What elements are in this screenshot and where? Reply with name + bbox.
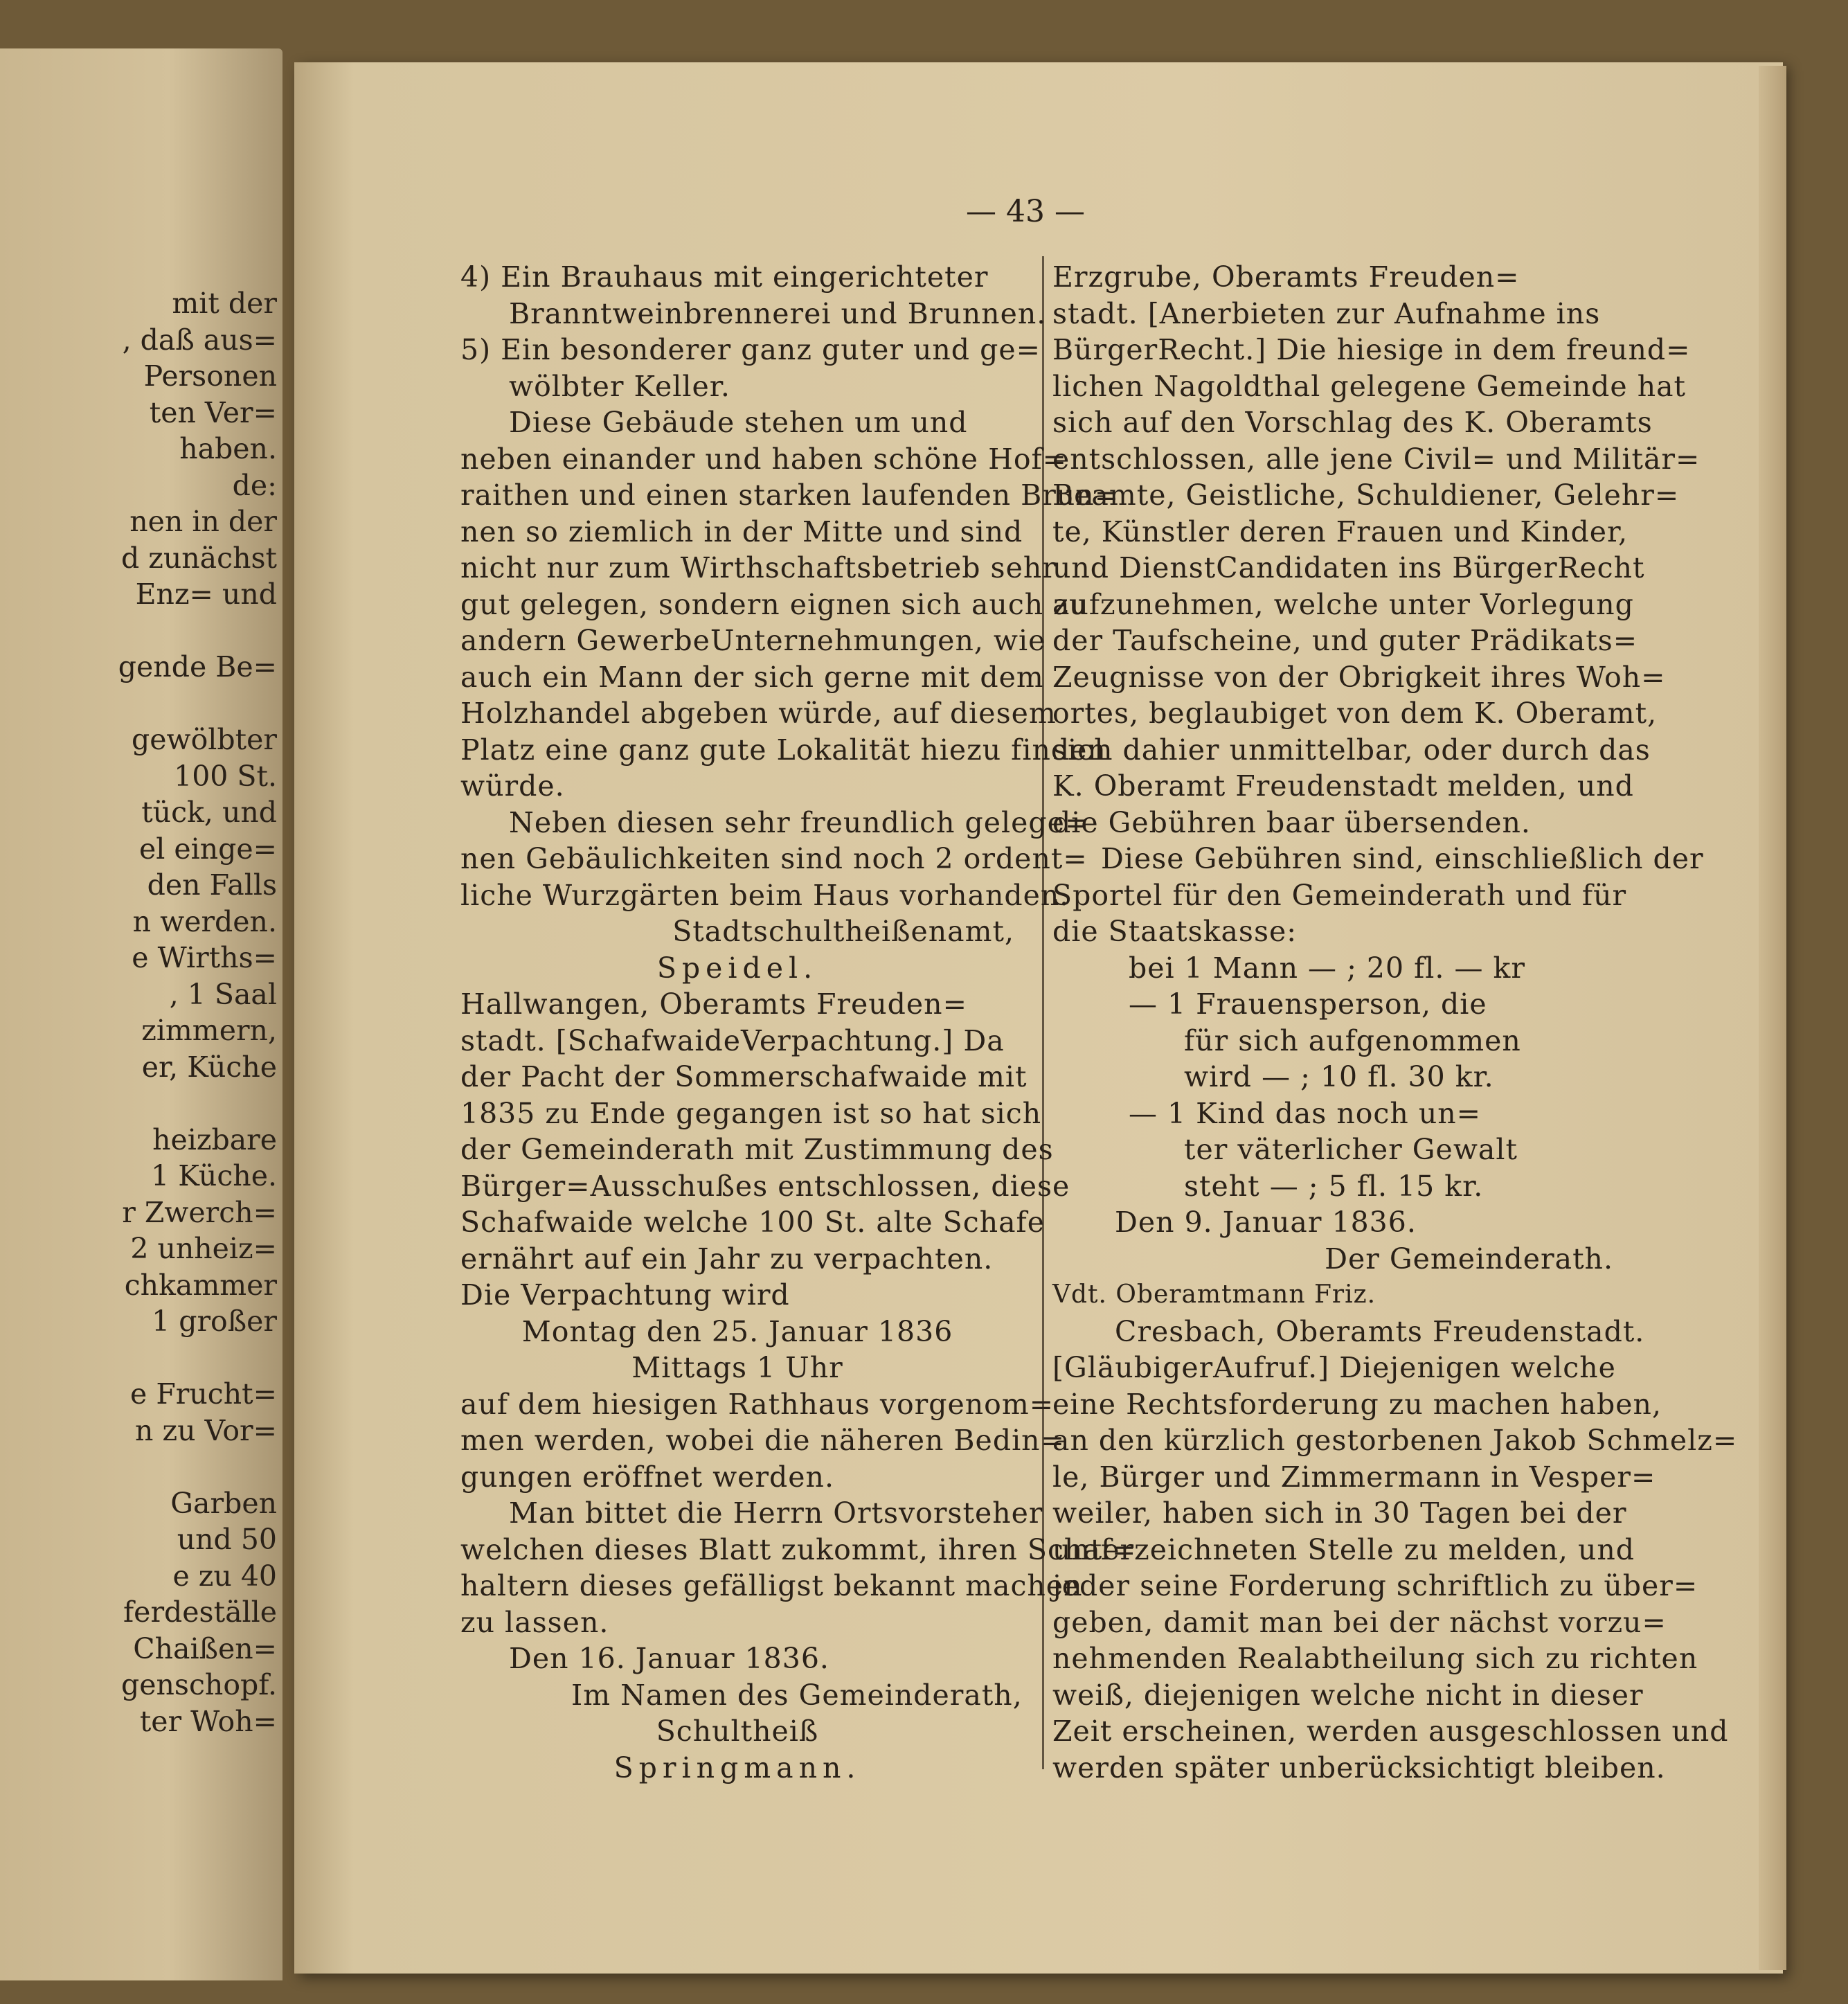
text-line: Erzgrube, Oberamts Freuden= xyxy=(1052,260,1520,294)
left-page-fragment: n werden. xyxy=(132,904,277,938)
text-line: Neben diesen sehr freundlich gelege= xyxy=(509,805,1090,839)
left-page-fragment: e Frucht= xyxy=(130,1377,277,1411)
left-page-fragment: 1 großer xyxy=(152,1305,277,1338)
text-line: Diese Gebühren sind, einschließlich der xyxy=(1101,842,1704,875)
text-line: Montag den 25. Januar 1836 xyxy=(521,1314,953,1348)
text-line: und DienstCandidaten ins BürgerRecht xyxy=(1052,551,1645,584)
text-line: an den kürzlich gestorbenen Jakob Schmelz= xyxy=(1052,1424,1738,1457)
text-line: Hallwangen, Oberamts Freuden= xyxy=(460,987,967,1021)
left-page-fragment: den Falls xyxy=(147,868,277,902)
text-line: Zeit erscheinen, werden ausgeschlossen und xyxy=(1052,1715,1729,1748)
text-line: nen Gebäulichkeiten sind noch 2 ordent= xyxy=(460,842,1088,875)
text-line: welchen dieses Blatt zukommt, ihren Schaf= xyxy=(460,1532,1137,1566)
text-line: lichen Nagoldthal gelegene Gemeinde hat xyxy=(1052,369,1687,403)
text-line: neben einander und haben schöne Hof= xyxy=(460,442,1068,476)
text-line: 4) Ein Brauhaus mit eingerichteter xyxy=(460,260,989,294)
left-page-fragment: genschopf. xyxy=(121,1668,277,1701)
text-line: [GläubigerAufruf.] Diejenigen welche xyxy=(1052,1351,1616,1384)
text-line: weiler, haben sich in 30 Tagen bei der xyxy=(1052,1496,1627,1530)
text-line: — 1 Kind das noch un= xyxy=(1129,1096,1481,1130)
text-line: nen so ziemlich in der Mitte und sind xyxy=(460,515,1023,548)
text-line: sich auf den Vorschlag des K. Oberamts xyxy=(1052,406,1653,439)
text-line: Branntweinbrennerei und Brunnen. xyxy=(509,296,1047,330)
text-line: bei 1 Mann — ; 20 fl. — kr xyxy=(1129,951,1525,985)
left-page-fragment: ter Woh= xyxy=(139,1704,277,1738)
left-page-fragment: e Wirths= xyxy=(132,941,277,974)
text-line: te, Künstler deren Frauen und Kinder, xyxy=(1052,515,1629,548)
text-line: sich dahier unmittelbar, oder durch das xyxy=(1052,733,1651,767)
text-line: — 1 Frauensperson, die xyxy=(1129,987,1487,1021)
text-line: nehmenden Realabtheilung sich zu richten xyxy=(1052,1642,1698,1675)
text-line: weiß, diejenigen welche nicht in dieser xyxy=(1052,1678,1644,1712)
text-line: Im Namen des Gemeinderath, xyxy=(571,1678,1023,1712)
text-line: Stadtschultheißenamt, xyxy=(672,915,1014,948)
left-page-fragment: r Zwerch= xyxy=(122,1195,277,1229)
left-page-fragment: gewölbter xyxy=(132,723,277,756)
text-line: raithen und einen starken laufenden Brun= xyxy=(460,478,1120,512)
text-line: haltern dieses gefälligst bekannt machen xyxy=(460,1569,1083,1602)
text-line: Holzhandel abgeben würde, auf diesem xyxy=(460,697,1057,730)
left-page-fragment: heizbare xyxy=(152,1122,277,1156)
text-line: auch ein Mann der sich gerne mit dem xyxy=(460,660,1044,694)
text-line: der Gemeinderath mit Zustimmung des xyxy=(460,1133,1054,1166)
left-page-fragment: Enz= und xyxy=(135,578,277,611)
text-line: auf dem hiesigen Rathhaus vorgenom= xyxy=(460,1387,1055,1421)
text-line: ortes, beglaubiget von dem K. Oberamt, xyxy=(1052,697,1658,730)
text-line: eine Rechtsforderung zu machen haben, xyxy=(1052,1387,1662,1421)
text-line: ernährt auf ein Jahr zu verpachten. xyxy=(460,1242,994,1276)
page-number: — 43 — xyxy=(966,194,1085,229)
text-line: Schultheiß xyxy=(656,1715,819,1748)
text-line: Speidel. xyxy=(656,951,818,985)
left-page-fragment: Personen xyxy=(143,359,277,393)
left-page-fragment: nen in der xyxy=(129,505,277,538)
left-page-fragment: haben. xyxy=(179,432,277,465)
left-page-fragment: , daß aus= xyxy=(122,323,277,357)
text-line: Der Gemeinderath. xyxy=(1325,1242,1613,1276)
text-line: Zeugnisse von der Obrigkeit ihres Woh= xyxy=(1052,660,1666,694)
left-page-fragment: chkammer xyxy=(124,1268,277,1302)
left-page-fragment: e zu 40 xyxy=(172,1559,277,1593)
left-page-fragment: Chaißen= xyxy=(133,1631,277,1665)
left-page xyxy=(0,48,282,1980)
left-page-fragment: tück, und xyxy=(141,796,277,829)
left-page-fragment: 1 Küche. xyxy=(151,1159,277,1192)
text-line: Den 16. Januar 1836. xyxy=(509,1642,829,1675)
text-line: wölbter Keller. xyxy=(509,369,730,403)
left-page-fragment: mit der xyxy=(172,287,277,320)
text-line: wird — ; 10 fl. 30 kr. xyxy=(1184,1060,1494,1093)
text-line: liche Wurzgärten beim Haus vorhanden. xyxy=(460,878,1070,912)
page-edge xyxy=(1759,66,1786,1970)
text-line: Platz eine ganz gute Lokalität hiezu finden xyxy=(460,733,1106,767)
left-page-fragment: ferdeställe xyxy=(123,1595,277,1629)
text-line: Beamte, Geistliche, Schuldiener, Gelehr= xyxy=(1052,478,1680,512)
text-line: unterzeichneten Stelle zu melden, und xyxy=(1052,1532,1635,1566)
text-line: Sportel für den Gemeinderath und für xyxy=(1052,878,1627,912)
text-line: gungen eröffnet werden. xyxy=(460,1460,834,1494)
text-line: die Gebühren baar übersenden. xyxy=(1052,805,1531,839)
text-line: andern GewerbeUnternehmungen, wie xyxy=(460,624,1046,657)
left-page-fragment: 2 unheiz= xyxy=(130,1232,277,1265)
text-line: 5) Ein besonderer ganz guter und ge= xyxy=(460,333,1041,366)
text-line: der Taufscheine, und guter Prädikats= xyxy=(1052,624,1638,657)
left-page-fragment: de: xyxy=(232,468,277,502)
text-line: Bürger=Ausschußes entschlossen, diese xyxy=(460,1169,1070,1203)
left-page-fragment: gende Be= xyxy=(118,650,277,683)
left-page-fragment: n zu Vor= xyxy=(135,1413,277,1447)
text-line: Man bittet die Herrn Ortsvorsteher xyxy=(509,1496,1043,1530)
text-line: die Staatskasse: xyxy=(1052,915,1298,948)
text-line: Schafwaide welche 100 St. alte Schafe xyxy=(460,1206,1045,1239)
text-line: jeder seine Forderung schriftlich zu über= xyxy=(1052,1569,1698,1602)
text-line: für sich aufgenommen xyxy=(1184,1023,1521,1057)
text-line: BürgerRecht.] Die hiesige in dem freund= xyxy=(1052,333,1691,366)
text-line: steht — ; 5 fl. 15 kr. xyxy=(1184,1169,1484,1203)
left-page-fragment: , 1 Saal xyxy=(169,977,277,1011)
text-line: Springmann. xyxy=(613,1751,861,1784)
text-line: zu lassen. xyxy=(460,1605,609,1639)
text-line: geben, damit man bei der nächst vorzu= xyxy=(1052,1605,1667,1639)
text-line: Den 9. Januar 1836. xyxy=(1115,1206,1417,1239)
text-line: stadt. [Anerbieten zur Aufnahme ins xyxy=(1052,296,1601,330)
left-page-fragment: und 50 xyxy=(177,1523,277,1556)
text-line: le, Bürger und Zimmermann in Vesper= xyxy=(1052,1460,1656,1494)
text-line: 1835 zu Ende gegangen ist so hat sich xyxy=(460,1096,1042,1130)
left-page-fragment: Garben xyxy=(170,1486,277,1520)
text-line: K. Oberamt Freudenstadt melden, und xyxy=(1052,769,1634,803)
text-line: würde. xyxy=(460,769,565,803)
text-line: Vdt. Oberamtmann Friz. xyxy=(1052,1280,1376,1309)
text-line: Die Verpachtung wird xyxy=(460,1278,790,1312)
text-line: nicht nur zum Wirthschaftsbetrieb sehr xyxy=(460,551,1057,584)
text-line: stadt. [SchafwaideVerpachtung.] Da xyxy=(460,1023,1005,1057)
left-page-fragment: d zunächst xyxy=(120,541,277,575)
text-line: Cresbach, Oberamts Freudenstadt. xyxy=(1115,1314,1645,1348)
text-line: ter väterlicher Gewalt xyxy=(1184,1133,1518,1166)
left-page-fragment: el einge= xyxy=(138,832,277,866)
left-page-fragment: er, Küche xyxy=(141,1050,277,1084)
text-line: Diese Gebäude stehen um und xyxy=(509,406,968,439)
left-page-fragment: ten Ver= xyxy=(149,395,277,429)
text-line: men werden, wobei die näheren Bedin= xyxy=(460,1424,1065,1457)
text-line: werden später unberücksichtigt bleiben. xyxy=(1052,1751,1666,1784)
text-line: der Pacht der Sommerschafwaide mit xyxy=(460,1060,1028,1093)
text-line: gut gelegen, sondern eignen sich auch zu xyxy=(460,587,1088,621)
text-line: entschlossen, alle jene Civil= und Militär= xyxy=(1052,442,1701,476)
left-page-fragment: 100 St. xyxy=(174,759,277,793)
left-page-fragment: zimmern, xyxy=(141,1014,277,1047)
text-line: Mittags 1 Uhr xyxy=(631,1351,843,1384)
text-line: aufzunehmen, welche unter Vorlegung xyxy=(1052,587,1634,621)
